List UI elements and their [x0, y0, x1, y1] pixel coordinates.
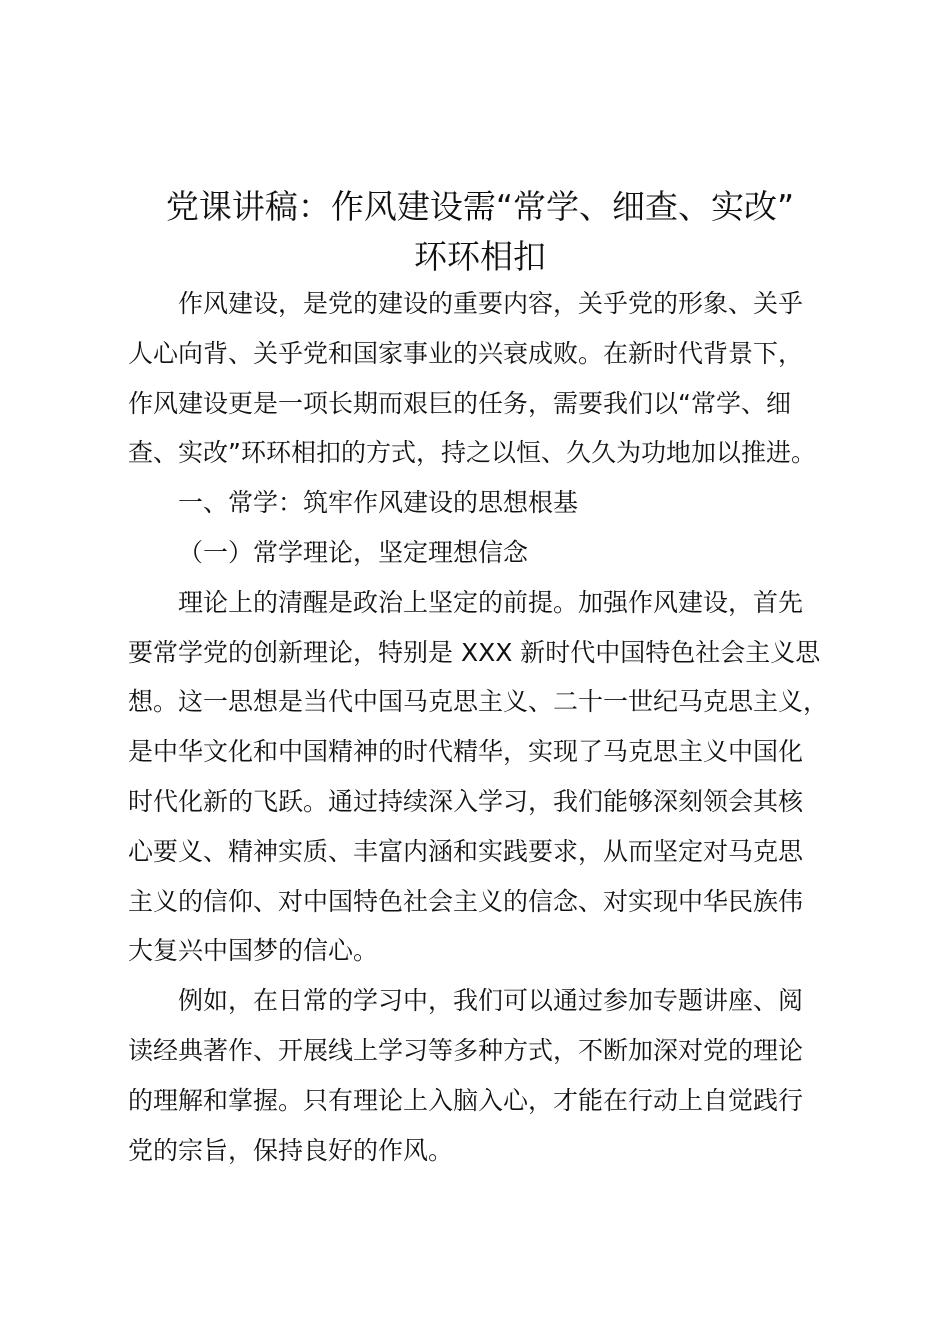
paragraph-line: 要常学党的创新理论，特别是 XXX 新时代中国特色社会主义思	[128, 637, 821, 667]
paragraph-line: 理论上的清醒是政治上坚定的前提。加强作风建设，首先	[178, 587, 804, 617]
paragraph-line: 时代化新的飞跃。通过持续深入学习，我们能够深刻领会其核	[128, 786, 804, 816]
paragraph-theory	[128, 578, 850, 976]
paragraph-line: 作风建设，是党的建设的重要内容，关乎党的形象、关乎	[178, 289, 804, 318]
paragraph-line: 作风建设更是一项长期而艰巨的任务，需要我们以“常学、细	[128, 388, 791, 418]
paragraph-line: 心要义、精神实质、丰富内涵和实践要求，从而坚定对马克思	[128, 836, 804, 866]
section-heading: 一、常学：筑牢作风建设的思想根基	[178, 488, 579, 518]
document-title-line-1: 党课讲稿：作风建设需“常学、细查、实改”	[165, 187, 795, 226]
paragraph-line: 的理解和掌握。只有理论上入脑入心，才能在行动上自觉践行	[128, 1085, 804, 1115]
paragraph-line: 大复兴中国梦的信心。	[128, 936, 379, 966]
paragraph-line: 人心向背、关乎党和国家事业的兴衰成败。在新时代背景下，	[128, 338, 804, 368]
paragraph-line: 党的宗旨，保持良好的作风。	[128, 1135, 454, 1165]
paragraph-line: 想。这一思想是当代中国马克思主义、二十一世纪马克思主义，	[128, 687, 829, 717]
document-body	[128, 279, 850, 1175]
document-title-line-2: 环环相扣	[414, 237, 546, 276]
paragraph-line: 是中华文化和中国精神的时代精华，实现了马克思主义中国化	[128, 737, 804, 767]
paragraph-intro	[128, 279, 850, 478]
paragraph-line: 例如，在日常的学习中，我们可以通过参加专题讲座、阅	[178, 986, 804, 1016]
paragraph-line: 读经典著作、开展线上学习等多种方式，不断加深对党的理论	[128, 1035, 804, 1065]
paragraph-line: 查、实改”环环相扣的方式，持之以恒、久久为功地加以推进。	[128, 438, 816, 468]
paragraph-example	[128, 976, 850, 1175]
subsection-heading: （一）常学理论，坚定理想信念	[178, 537, 529, 567]
paragraph-line: 主义的信仰、对中国特色社会主义的信念、对实现中华民族伟	[128, 886, 804, 916]
